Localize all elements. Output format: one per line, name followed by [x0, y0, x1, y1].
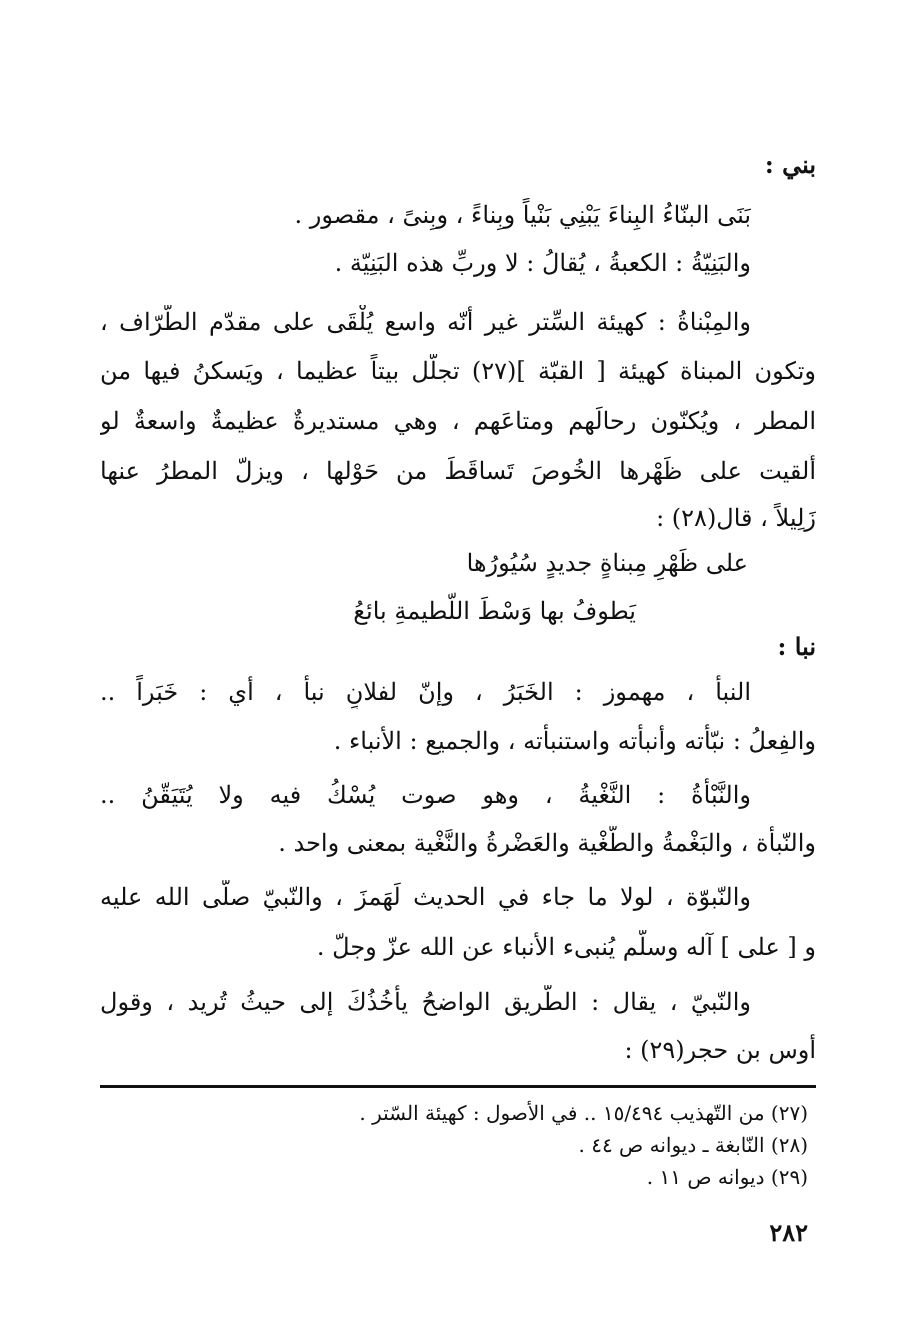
footnote-divider: [100, 1085, 816, 1088]
headword-nba: نبا :: [777, 632, 816, 661]
footnote-27: (٢٧) من التّهذيب ١٥/٤٩٤ .. في الأصول : كهيئة السّتر .: [359, 1101, 808, 1125]
text-line: أُلقيت على ظَهْرها الخُوصَ تَساقَطَ من حَوْلها ، ويزلّ المطرُ عنها: [100, 457, 816, 485]
text-line: النبأُ ، مهموز : الخَبَرُ ، وإنّ لفلانٍ نبأً ، أي : خَبَراً ..: [100, 678, 751, 706]
text-line: والفِعلُ : نبّأته وأنبأته واستنبأته ، والجميع : الأنباء .: [333, 727, 816, 755]
text-line: والبَنِيّةُ : الكعبةُ ، يُقالُ : لا وربِّ هذه البَنِيّة .: [334, 249, 751, 277]
text-line: زَلِيلاً ، قال(٢٨) :: [656, 504, 816, 532]
footnote-29: (٢٩) ديوانه ص ١١ .: [646, 1165, 808, 1189]
footnote-28: (٢٨) النّابغة ـ ديوانه ص ٤٤ .: [578, 1133, 808, 1157]
headword-bny: بني :: [764, 150, 816, 179]
text-line: أوس بن حجر(٢٩) :: [624, 1036, 816, 1064]
text-line: وتكون المبناة كهيئة [ القبّة ](٢٧) تجلّل بيتاً عظيما ، ويَسكنُ فيها من: [100, 357, 816, 385]
text-line: والنّبوّة ، لولا ما جاء في الحديث لَهَمزَ ، والنّبيّ صلّى الله عليه: [100, 883, 751, 911]
text-line: والنّبيّ ، يقال : الطّريق الواضحُ يأخُذُكَ إلى حيثُ تُريد ، وقول: [100, 988, 751, 1016]
page-number: ٢٨٢: [769, 1218, 808, 1247]
text-line: المطر ، ويُكنّون رحالَهم ومتاعَهم ، وهي مستديرةٌ عظيمةٌ واسعةٌ لو: [100, 407, 816, 435]
text-line: والنّبأة ، والبَغْمةُ والطّغْية والعَضْرةُ والنَّغْية بمعنى واحد .: [278, 829, 816, 857]
text-line: و [ على ] آله وسلّم يُنبىء الأنباء عن الله عزّ وجلّ .: [316, 933, 816, 961]
text-line: بَنَى البنّاءُ البِناءَ يَبْنِي بَنْياً وبِناءً ، وبِنىً ، مقصور .: [294, 201, 751, 229]
text-line: والمِبْناةُ : كهيئة السِّتر غير أنّه واسع يُلْقَى على مقدّم الطّرّاف ،: [100, 308, 751, 336]
verse-line-1: على ظَهْرِ مِبناةٍ جديدٍ سُيُورُها: [466, 549, 748, 577]
verse-line-2: يَطوفُ بها وَسْطَ اللّطيمةِ بائعُ: [353, 597, 636, 625]
text-line: والنَّبْأةُ : النَّغْيةُ ، وهو صوت يُسْكُ فيه ولا يُتَيَقّنُ ..: [100, 781, 751, 809]
